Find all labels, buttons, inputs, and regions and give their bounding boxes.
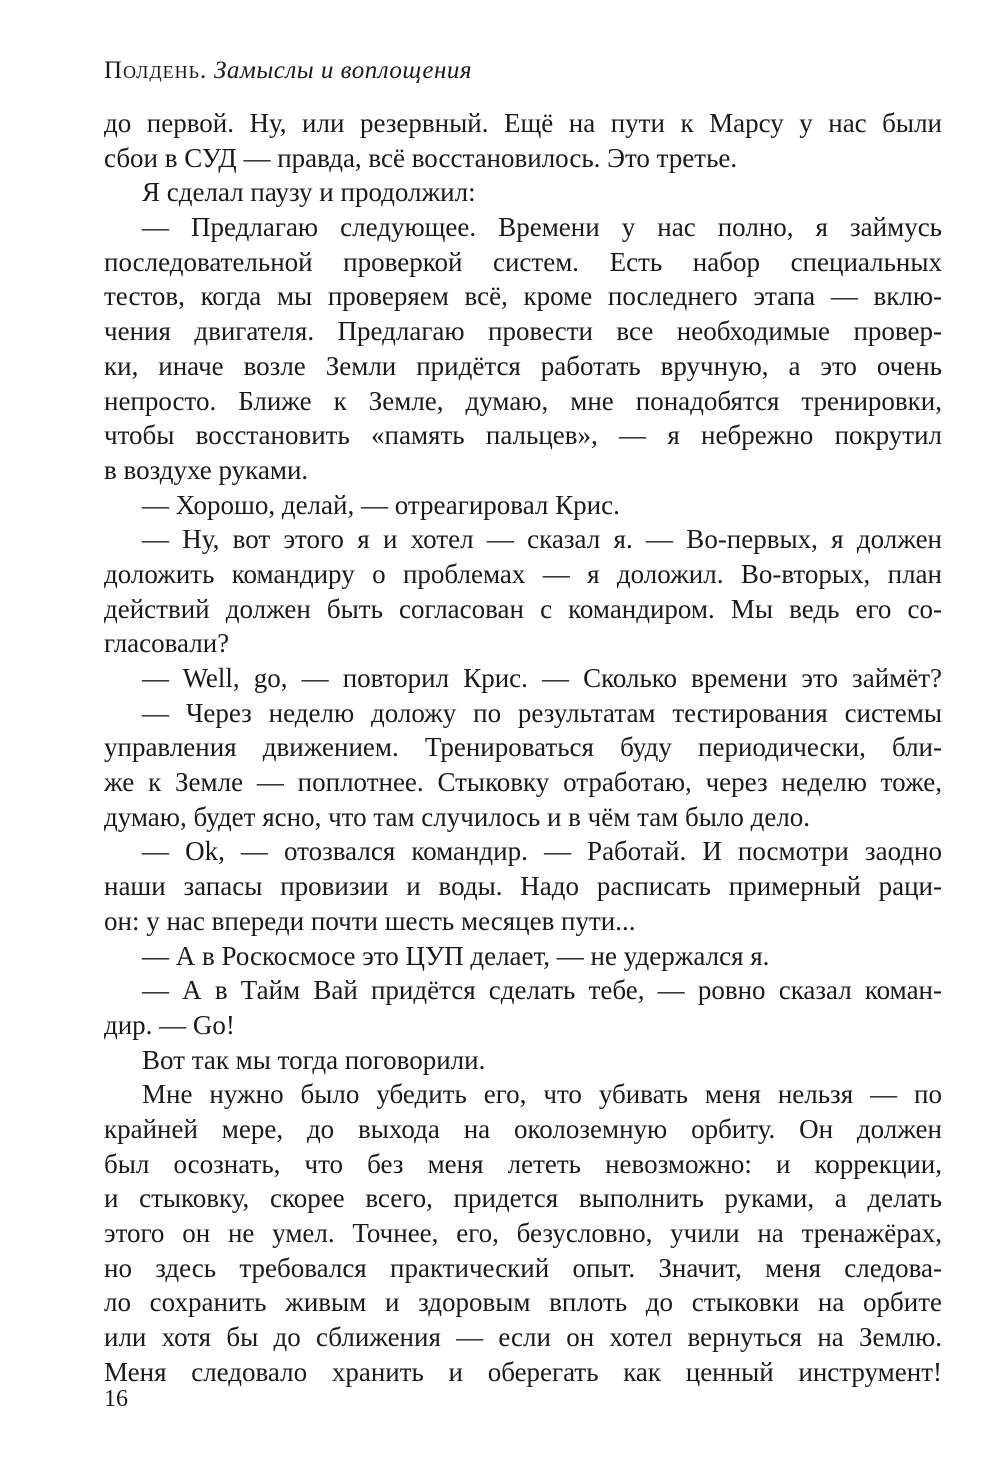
text-line: действий должен быть согласован с командиром. Мы ведь его со- bbox=[104, 593, 942, 624]
text-line: наши запасы провизии и воды. Надо расписать примерный раци- bbox=[104, 871, 942, 902]
text-line: — Ну, вот этого я и хотел — сказал я. — Во-первых, я должен bbox=[142, 524, 942, 555]
text-line: или хотя бы до сближения — если он хотел вернуться на Землю. bbox=[104, 1322, 942, 1353]
text-line: этого он не умел. Точнее, его, безусловно, учили на тренажёрах, bbox=[104, 1218, 942, 1248]
text-line: и стыковку, скорее всего, придется выполнить руками, а делать bbox=[104, 1183, 942, 1214]
text-line: в воздухе руками. bbox=[104, 454, 309, 485]
text-line: был осознать, что без меня лететь невозможно: и коррекции, bbox=[104, 1148, 942, 1179]
text-line: но здесь требовался практический опыт. Значит, меня следова- bbox=[104, 1252, 942, 1283]
text-line: ки, иначе возле Земли придётся работать вручную, а это очень bbox=[104, 350, 942, 381]
text-line: ло сохранить живым и здоровым вплоть до стыковки на орбите bbox=[104, 1287, 942, 1318]
text-line: — Через неделю доложу по результатам тестирования системы bbox=[142, 697, 942, 728]
text-line: чения двигателя. Предлагаю провести все необходимые провер- bbox=[104, 316, 942, 347]
running-head bbox=[104, 56, 472, 86]
text-line: до первой. Ну, или резервный. Ещё на пути к Марсу у нас были bbox=[104, 108, 942, 138]
body-text bbox=[104, 106, 942, 1389]
running-head-title: Замыслы и воплощения bbox=[213, 57, 473, 84]
text-line: думаю, будет ясно, что там случилось и в чём там было дело. bbox=[104, 801, 811, 832]
text-line: Мне нужно было убедить его, что убивать меня нельзя — по bbox=[142, 1079, 942, 1110]
text-line: чтобы восстановить «память пальцев», — я небрежно покрутил bbox=[104, 420, 942, 451]
text-line: — Well, go, — повторил Крис. — Сколько времени это займёт? bbox=[142, 663, 942, 693]
text-line: тестов, когда мы проверяем всё, кроме последнего этапа — вклю- bbox=[104, 281, 942, 312]
text-line: же к Земле — поплотнее. Стыковку отработаю, через неделю тоже, bbox=[104, 767, 942, 798]
text-line: дир. — Go! bbox=[104, 1009, 235, 1040]
text-line: Я сделал паузу и продолжил: bbox=[142, 177, 476, 208]
text-line: сбои в СУД — правда, всё восстановилось. Это третье. bbox=[104, 142, 738, 173]
text-line: последовательной проверкой систем. Есть набор специальных bbox=[104, 246, 942, 277]
text-line: управления движением. Тренироваться буду периодически, бли- bbox=[104, 732, 942, 763]
text-line: непросто. Ближе к Земле, думаю, мне понадобятся тренировки, bbox=[104, 385, 942, 416]
text-line: — А в Роскосмосе это ЦУП делает, — не удержался я. bbox=[142, 940, 770, 971]
text-line: — А в Тайм Вай придётся сделать тебе, — ровно сказал коман- bbox=[142, 975, 942, 1006]
text-line: — Ok, — отозвался командир. — Работай. И посмотри заодно bbox=[142, 836, 942, 867]
text-line: — Хорошо, делай, — отреагировал Крис. bbox=[142, 489, 620, 520]
text-line: крайней мере, до выхода на околоземную орбиту. Он должен bbox=[104, 1113, 942, 1144]
text-line: — Предлагаю следующее. Времени у нас полно, я займусь bbox=[142, 212, 942, 243]
text-line: гласовали? bbox=[104, 628, 230, 659]
text-line: Вот так мы тогда поговорили. bbox=[142, 1044, 486, 1075]
page-number: 16 bbox=[104, 1386, 128, 1412]
text-line: он: у нас впереди почти шесть месяцев пути... bbox=[104, 905, 636, 936]
text-line: Меня следовало хранить и оберегать как ценный инструмент! bbox=[104, 1356, 942, 1387]
running-head-section: Полдень. bbox=[104, 57, 208, 84]
text-line: доложить командиру о проблемах — я доложил. Во-вторых, план bbox=[104, 558, 942, 589]
